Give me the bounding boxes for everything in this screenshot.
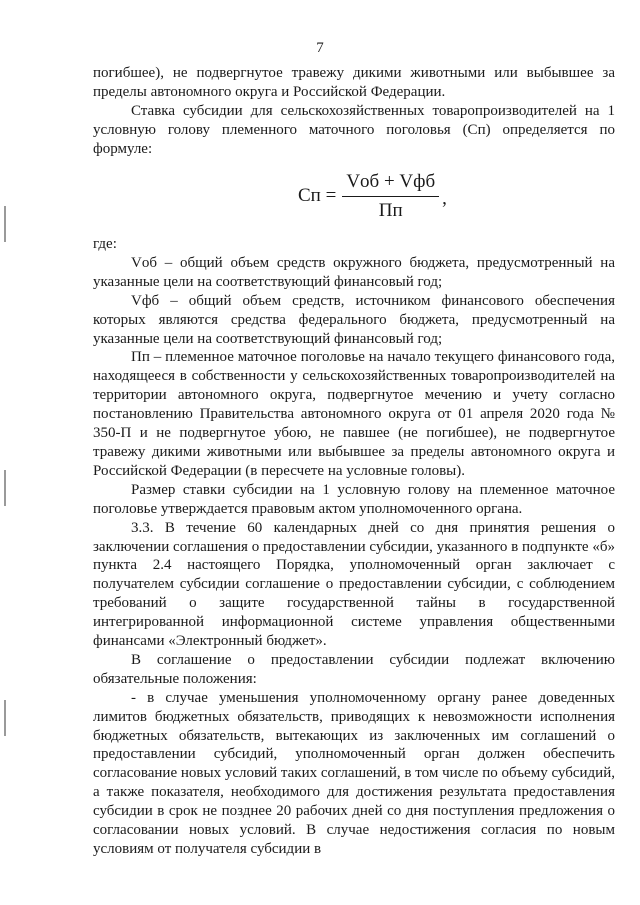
formula <box>298 168 447 224</box>
formula-denominator: Пп <box>378 199 403 221</box>
scan-margin-mark <box>4 700 6 736</box>
formula-numerator: Vоб + Vфб <box>342 171 439 197</box>
definition-item: Пп – племенное маточное поголовье на начало текущего финансового года, находящееся в собственности у сельскохозяйственных товаропроизводителей на территории автономного округа, подвергнутое мечению и учету согласно постановлению Правительства автономного округа от 01 апреля 2020 года № 350-П и не подвергнутое убою, не павшее (не погибшее), не подвергнутое травежу дикими животными или выбывшее за пределы автономного округа и Российской Федерации (в пересчете на условные головы). <box>93 349 615 479</box>
definition-item: Vоб – общий объем средств окружного бюджета, предусмотренный на указанные цели на соответствующий финансовый год; <box>93 254 615 290</box>
formula-comma: , <box>442 188 447 209</box>
formula-fraction <box>342 171 439 222</box>
paragraph: погибшее), не подвергнутое травежу дикими животными или выбывшее за пределы автономного округа и Российской Федерации. <box>93 65 615 100</box>
text-block-main <box>93 235 615 859</box>
definition-item: Vфб – общий объем средств, источником финансового обеспечения которых являются средства федерального бюджета, предусмотренный на указанные цели на соответствующий финансовый год; <box>93 292 615 347</box>
where-label: где: <box>93 236 117 252</box>
page-number: 7 <box>316 40 324 56</box>
scan-margin-mark <box>4 206 6 242</box>
paragraph: 3.3. В течение 60 календарных дней со дня принятия решения о заключении соглашения о предоставлении субсидии, указанного в подпункте «б» пункта 2.4 настоящего Порядка, уполномоченный орган заключает с получателем субсидии соглашение о предоставлении субсидии, с соблюдением требований о защите государственной тайны в государственной интегрированной информационной системе управления общественными финансами «Электронный бюджет». <box>93 519 615 650</box>
paragraph: - в случае уменьшения уполномоченному органу ранее доведенных лимитов бюджетных обязательств, приводящих к невозможности исполнения бюджетных обязательств, вытекающих из заключенных им соглашений о предоставлении субсидий, уполномоченный орган должен обеспечить согласование новых условий таких соглашений, в том числе по объему субсидий, а также показателя, необходимого для достижения результата предоставления субсидии в срок не позднее 20 рабочих дней со дня поступления предложения о согласовании новых условий. В случае недостижения согласия по новым условиям от получателя субсидии в <box>93 689 615 857</box>
paragraph: Ставка субсидии для сельскохозяйственных товаропроизводителей на 1 условную голову племенного маточного поголовья (Сп) определяется по формуле: <box>93 102 615 157</box>
text-block-top <box>93 64 615 159</box>
scan-margin-mark <box>4 470 6 506</box>
formula-left: Сп = <box>298 185 337 206</box>
paragraph: Размер ставки субсидии на 1 условную голову на племенное маточное поголовье утверждается правовым актом уполномоченного органа. <box>93 481 615 517</box>
paragraph: В соглашение о предоставлении субсидии подлежат включению обязательные положения: <box>93 651 615 687</box>
